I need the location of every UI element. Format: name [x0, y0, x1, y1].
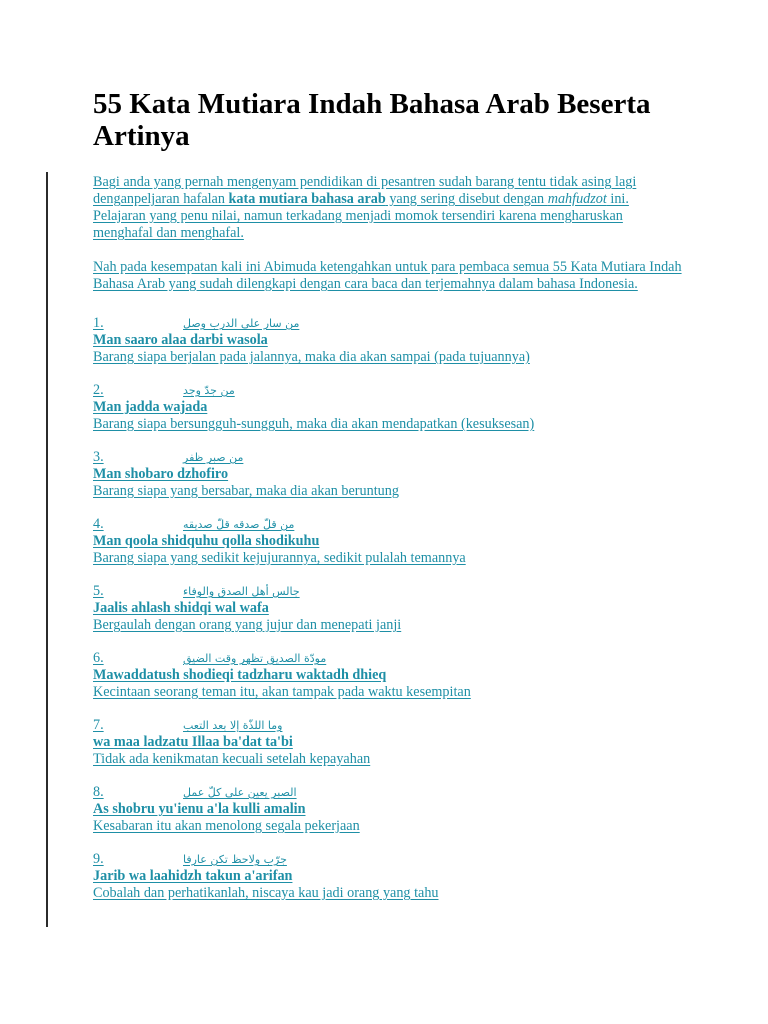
- item-arabic: من سار على الدرب وصل: [183, 317, 300, 330]
- item-arabic: وما اللذّة إلا بعد التعب: [183, 719, 283, 732]
- item-number: 2.: [93, 382, 104, 398]
- item-meaning: Bergaulah dengan orang yang jujur dan menepati janji: [93, 617, 402, 633]
- list-item[interactable]: [93, 851, 683, 902]
- list-item[interactable]: [93, 382, 683, 433]
- item-header: [93, 717, 683, 734]
- item-number: 9.: [93, 851, 104, 867]
- item-arabic: من جدّ وجد: [183, 384, 235, 397]
- item-arabic: جالس أهل الصدق والوفاء: [183, 585, 300, 598]
- item-meaning: Kesabaran itu akan menolong segala pekerjaan: [93, 818, 360, 834]
- intro-text-2: yang sering disebut dengan: [385, 191, 548, 207]
- item-header: [93, 449, 683, 466]
- item-header: [93, 583, 683, 600]
- intro2-paragraph[interactable]: Nah pada kesempatan kali ini Abimuda ketengahkan untuk para pembaca semua 55 Kata Mutiara Indah Bahasa Arab yang sudah dilengkapi dengan cara baca dan terjemahnya dalam bahasa Indonesia.: [93, 259, 682, 292]
- item-meaning: Kecintaan seorang teman itu, akan tampak pada waktu kesempitan: [93, 684, 471, 700]
- list-item[interactable]: [93, 315, 683, 366]
- item-header: [93, 382, 683, 399]
- item-arabic: من قلّ صدقه قلّ صديقه: [183, 518, 295, 531]
- intro-text-1: Bagi anda yang pernah mengenyam pendidikan di pesantren sudah barang tentu tidak asing lagi denganpeljaran hafalan: [93, 174, 637, 207]
- item-arabic: الصبر يعين على كلّ عمل: [183, 786, 297, 799]
- item-transliteration: Man saaro alaa darbi wasola: [93, 332, 268, 348]
- item-transliteration: wa maa ladzatu Illaa ba'dat ta'bi: [93, 734, 293, 750]
- item-number: 7.: [93, 717, 104, 733]
- item-meaning: Barang siapa berjalan pada jalannya, maka dia akan sampai (pada tujuannya): [93, 349, 530, 365]
- item-transliteration: Man qoola shidquhu qolla shodikuhu: [93, 533, 320, 549]
- margin-rule: [46, 172, 48, 927]
- item-number: 5.: [93, 583, 104, 599]
- item-transliteration: Mawaddatush shodieqi tadzharu waktadh dhieq: [93, 667, 387, 683]
- item-number: 3.: [93, 449, 104, 465]
- list-item[interactable]: [93, 650, 683, 701]
- item-transliteration: Man shobaro dzhofiro: [93, 466, 229, 482]
- item-meaning: Tidak ada kenikmatan kecuali setelah kepayahan: [93, 751, 371, 767]
- item-arabic: من صبر ظفر: [183, 451, 244, 464]
- list-item[interactable]: [93, 449, 683, 500]
- item-meaning: Barang siapa bersungguh-sungguh, maka dia akan mendapatkan (kesuksesan): [93, 416, 535, 432]
- item-number: 8.: [93, 784, 104, 800]
- intro-paragraph[interactable]: [93, 174, 683, 242]
- item-transliteration: Jarib wa laahidzh takun a'arifan: [93, 868, 293, 884]
- item-header: [93, 516, 683, 533]
- item-meaning: Barang siapa yang bersabar, maka dia akan beruntung: [93, 483, 399, 499]
- item-meaning: Cobalah dan perhatikanlah, niscaya kau jadi orang yang tahu: [93, 885, 439, 901]
- quote-list: [93, 315, 683, 902]
- item-meaning: Barang siapa yang sedikit kejujurannya, sedikit pulalah temannya: [93, 550, 466, 566]
- item-header: [93, 650, 683, 667]
- list-item[interactable]: [93, 516, 683, 567]
- item-transliteration: As shobru yu'ienu a'la kulli amalin: [93, 801, 306, 817]
- page-title: 55 Kata Mutiara Indah Bahasa Arab Beserta Artinya: [93, 88, 651, 152]
- intro-text-3: ini. Pelajaran yang penu nilai, namun terkadang menjadi momok tersendiri karena mengharuskan menghafal dan menghafal.: [93, 191, 629, 241]
- item-transliteration: Man jadda wajada: [93, 399, 208, 415]
- list-item[interactable]: [93, 784, 683, 835]
- item-arabic: مودّة الصديق تظهر وقت الضيق: [183, 652, 327, 665]
- list-item[interactable]: [93, 583, 683, 634]
- item-header: [93, 784, 683, 801]
- item-transliteration: Jaalis ahlash shidqi wal wafa: [93, 600, 269, 616]
- list-item[interactable]: [93, 717, 683, 768]
- item-number: 6.: [93, 650, 104, 666]
- item-header: [93, 315, 683, 332]
- intro-italic-term: mahfudzot: [547, 191, 607, 207]
- item-number: 4.: [93, 516, 104, 532]
- item-header: [93, 851, 683, 868]
- item-arabic: جرّب ولاحظ تكن عارفا: [183, 853, 287, 866]
- intro-bold-keyword: kata mutiara bahasa arab: [228, 191, 386, 207]
- item-number: 1.: [93, 315, 104, 331]
- article: [93, 88, 683, 918]
